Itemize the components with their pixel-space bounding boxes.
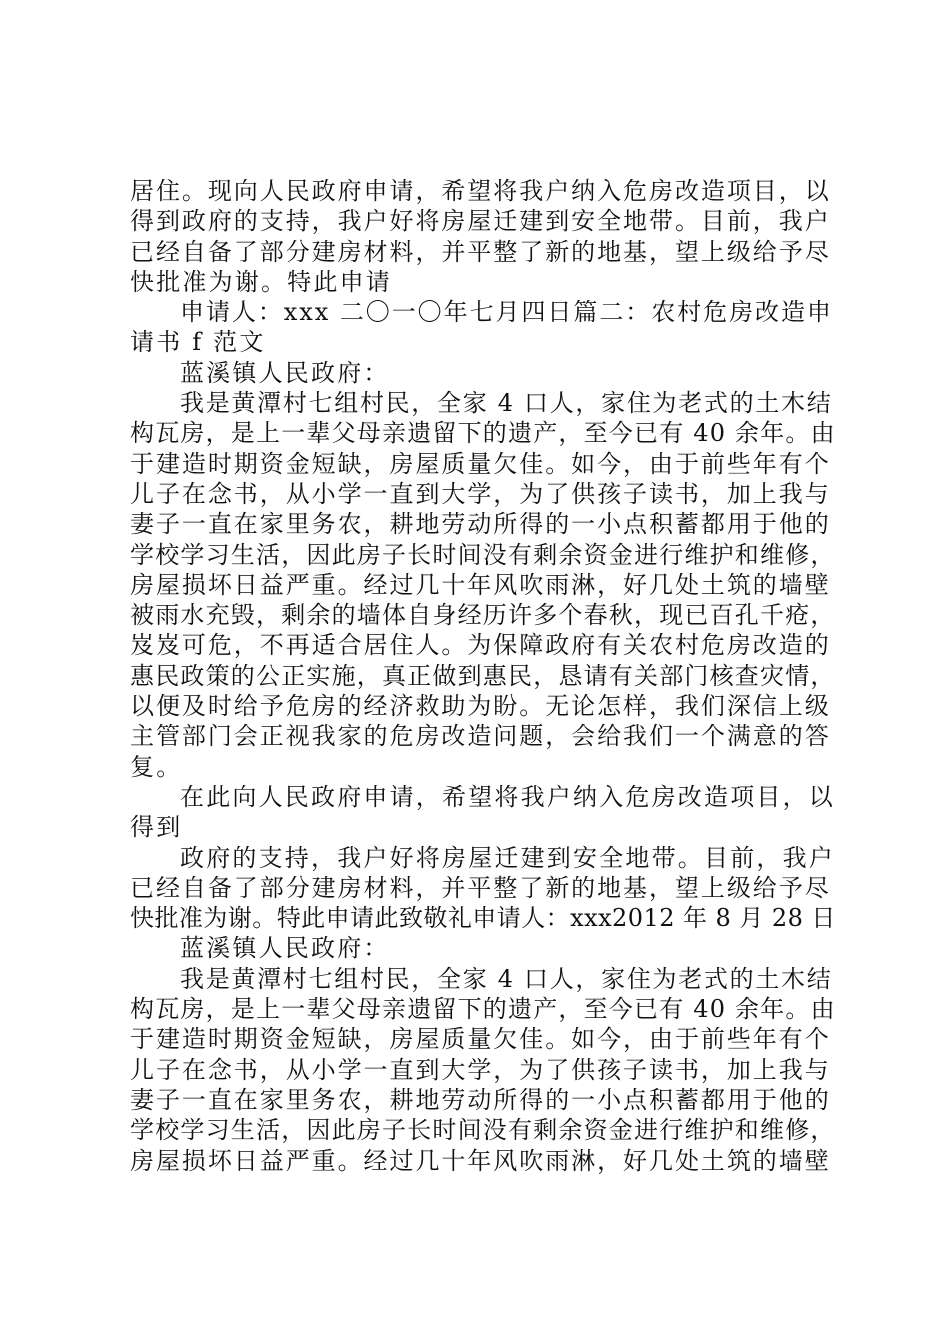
text-line: 学校学习生活，因此房子长时间没有剩余资金进行维护和维修， — [130, 1116, 836, 1145]
text-line: 妻子一直在家里务农，耕地劳动所得的一小点积蓄都用于他的 — [130, 510, 831, 539]
text-line: 以便及时给予危房的经济救助为盼。无论怎样，我们深信上级 — [130, 692, 831, 721]
text-line: 在此向人民政府申请，希望将我户纳入危房改造项目，以 — [180, 782, 835, 811]
text-line: 居住。现向人民政府申请，希望将我户纳入危房改造项目，以 — [130, 177, 831, 205]
text-line: 请书 f 范文 — [130, 328, 266, 357]
text-line: 已经自备了部分建房材料，并平整了新的地基，望上级给予尽 — [130, 237, 831, 266]
text-line: 房屋损坏日益严重。经过几十年风吹雨淋，好几处土筑的墙壁 — [130, 1146, 831, 1175]
text-line: 儿子在念书，从小学一直到大学，为了供孩子读书，加上我与 — [130, 1055, 831, 1084]
text-line: 惠民政策的公正实施，真正做到惠民，恳请有关部门核查灾情， — [130, 661, 836, 690]
text-line: 于建造时期资金短缺，房屋质量欠佳。如今，由于前些年有个 — [130, 1025, 831, 1054]
text-line: 我是黄潭村七组村民，全家 4 口人，家住为老式的土木结 — [180, 964, 833, 993]
text-line: 政府的支持，我户好将房屋迁建到安全地带。目前，我户 — [180, 843, 835, 872]
text-line: 已经自备了部分建房材料，并平整了新的地基，望上级给予尽 — [130, 873, 831, 902]
text-line: 被雨水充毁，剩余的墙体自身经历许多个春秋，现已百孔千疮， — [130, 601, 836, 630]
text-line: 儿子在念书，从小学一直到大学，为了供孩子读书，加上我与 — [130, 479, 831, 508]
document-body — [130, 176, 836, 1176]
text-line: 快批准为谢。特此申请 — [130, 267, 392, 296]
text-line: 复。 — [130, 752, 183, 781]
text-line: 蓝溪镇人民政府： — [180, 934, 390, 963]
text-line: 于建造时期资金短缺，房屋质量欠佳。如今，由于前些年有个 — [130, 449, 831, 478]
text-line: 得到政府的支持，我户好将房屋迁建到安全地带。目前，我户 — [130, 207, 831, 236]
text-line: 学校学习生活，因此房子长时间没有剩余资金进行维护和维修， — [130, 540, 836, 569]
text-line: 妻子一直在家里务农，耕地劳动所得的一小点积蓄都用于他的 — [130, 1085, 831, 1114]
text-line: 蓝溪镇人民政府： — [180, 358, 390, 387]
text-line: 快批准为谢。特此申请此致敬礼申请人：xxx2012 年 8 月 28 日 — [130, 904, 836, 933]
text-line: 申请人：xxx 二〇一〇年七月四日篇二：农村危房改造申 — [180, 298, 833, 327]
text-line: 构瓦房，是上一辈父母亲遗留下的遗产，至今已有 40 余年。由 — [130, 419, 836, 448]
text-line: 主管部门会正视我家的危房改造问题，会给我们一个满意的答 — [130, 722, 831, 751]
text-line: 得到 — [130, 813, 183, 842]
text-line: 我是黄潭村七组村民，全家 4 口人，家住为老式的土木结 — [180, 389, 833, 418]
text-line: 构瓦房，是上一辈父母亲遗留下的遗产，至今已有 40 余年。由 — [130, 995, 836, 1024]
text-line: 岌岌可危，不再适合居住人。为保障政府有关农村危房改造的 — [130, 631, 831, 660]
text-line: 房屋损坏日益严重。经过几十年风吹雨淋，好几处土筑的墙壁 — [130, 570, 831, 599]
